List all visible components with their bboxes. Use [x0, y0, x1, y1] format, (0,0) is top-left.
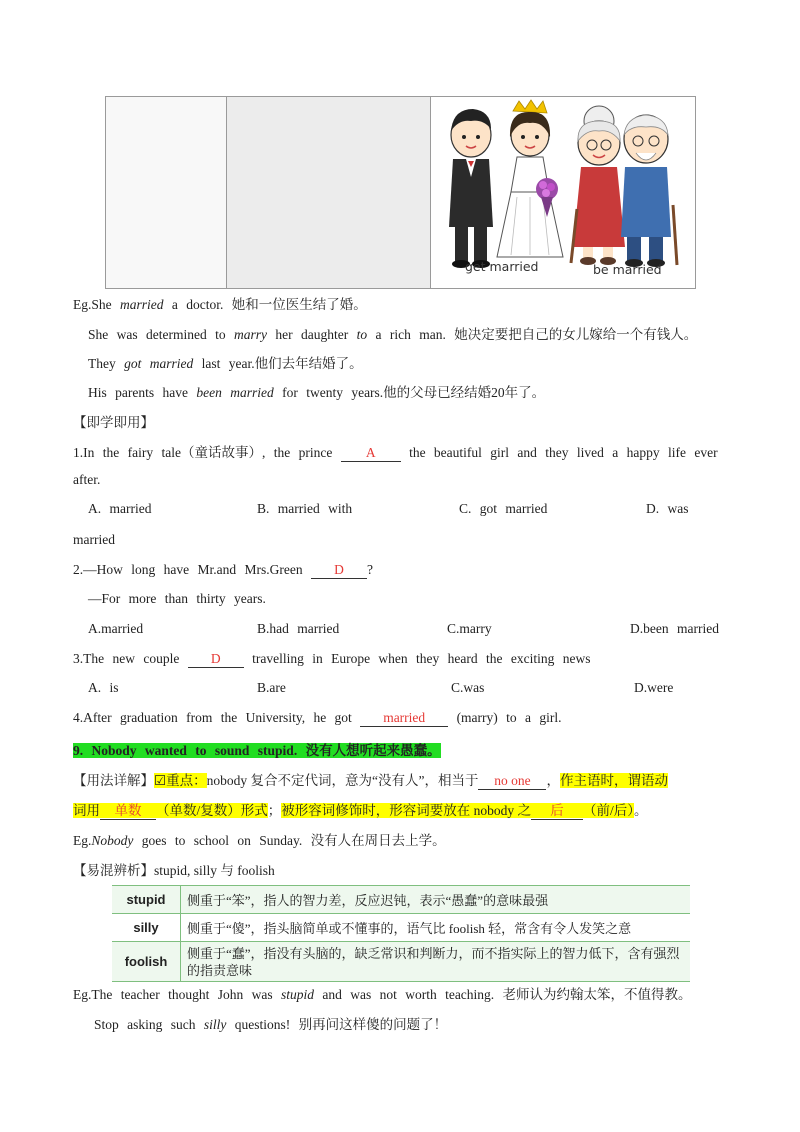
example-line: Eg.She married a doctor. 她和一位医生结了婚。	[73, 297, 367, 312]
option-a: A. married	[88, 501, 152, 516]
usage-line-2: 词用 单数 （单数/复数）形式；被形容词修饰时，形容词要放在 nobody 之 后 （前/后）。	[73, 799, 648, 820]
answer-blank: married	[360, 710, 448, 727]
word-cell: silly	[112, 914, 181, 942]
question-3: 3.The new couple D travelling in Europe when they heard the exciting news	[73, 651, 591, 666]
question-1-continued: after.	[73, 472, 101, 487]
option-a: A.married	[88, 621, 144, 636]
old-man-figure	[621, 115, 677, 267]
question-1: 1.In the fairy tale（童话故事）, the prince A the beautiful girl and they lived a happy life ever	[73, 445, 718, 460]
question-4: 4.After graduation from the University, he got married (marry) to a girl.	[73, 710, 562, 725]
empty-cell	[106, 97, 227, 288]
illustration-table	[105, 96, 696, 289]
answer-blank: no one	[478, 773, 546, 790]
example-line: She was determined to marry her daughter to a rich man. 她决定要把自己的女儿嫁给一个有钱人。	[88, 327, 698, 342]
option-d-continued: married	[73, 532, 115, 547]
example-line: Eg.Nobody goes to school on Sunday. 没有人在周日去上学。	[73, 833, 446, 848]
table-row	[112, 886, 690, 914]
check-icon: ☑重点：	[154, 773, 207, 788]
question-2: 2.—How long have Mr.and Mrs.Green D ?	[73, 562, 373, 577]
option-b: B.had married	[257, 621, 340, 636]
answer-blank: D	[188, 651, 244, 668]
option-b: B.are	[257, 680, 286, 695]
caption-get-married: get married	[465, 259, 539, 274]
bride-figure	[497, 100, 563, 257]
groom-figure	[449, 109, 493, 268]
option-b: B. married with	[257, 501, 353, 516]
answer-blank: D	[311, 562, 367, 579]
option-c: C.was	[451, 680, 485, 695]
desc-cell: 侧重于“蠢”，指没有头脑的，缺乏常识和判断力，而不指实际上的智力低下，含有强烈的指责意味	[181, 942, 691, 982]
practice-heading: 【即学即用】	[73, 415, 154, 430]
desc-cell: 侧重于“傻”，指头脑简单或不懂事的，语气比 foolish 轻，常含有令人发笑之意	[181, 914, 691, 942]
word-comparison-table	[112, 885, 690, 982]
option-d: D. was	[646, 501, 689, 516]
answer-blank: A	[341, 445, 401, 462]
table-row	[112, 914, 690, 942]
example-line: Eg.The teacher thought John was stupid and was not worth teaching. 老师认为约翰太笨，不值得教。	[73, 987, 692, 1002]
example-line: His parents have been married for twenty years.他的父母已经结婚20年了。	[88, 385, 546, 400]
word-cell: stupid	[112, 886, 181, 914]
example-line: They got married last year.他们去年结婚了。	[88, 356, 363, 371]
option-c: C. got married	[459, 501, 548, 516]
marriage-illustration	[431, 97, 695, 288]
table-row	[112, 942, 690, 982]
confusion-heading: 【易混辨析】stupid, silly 与 foolish	[73, 863, 275, 878]
word-cell: foolish	[112, 942, 181, 982]
old-woman-figure	[571, 106, 625, 265]
point-title: 9. Nobody wanted to sound stupid. 没有人想听起来愚蠢。	[73, 743, 441, 758]
option-a: A. is	[88, 680, 119, 695]
empty-cell-grey	[227, 97, 431, 288]
option-d: D.were	[634, 680, 674, 695]
question-2-reply: —For more than thirty years.	[88, 591, 266, 606]
usage-line-1: 【用法详解】☑重点：nobody 复合不定代词，意为“没有人”，相当于 no one ，作主语时，谓语动	[73, 773, 668, 788]
answer-blank: 后	[531, 799, 583, 820]
option-d: D.been married	[630, 621, 719, 636]
answer-blank: 单数	[100, 799, 156, 820]
example-line: Stop asking such silly questions! 别再问这样傻的问题了！	[94, 1017, 448, 1032]
caption-be-married: be married	[593, 262, 662, 277]
desc-cell: 侧重于“笨”，指人的智力差，反应迟钝，表示“愚蠢”的意味最强	[181, 886, 691, 914]
option-c: C.marry	[447, 621, 492, 636]
